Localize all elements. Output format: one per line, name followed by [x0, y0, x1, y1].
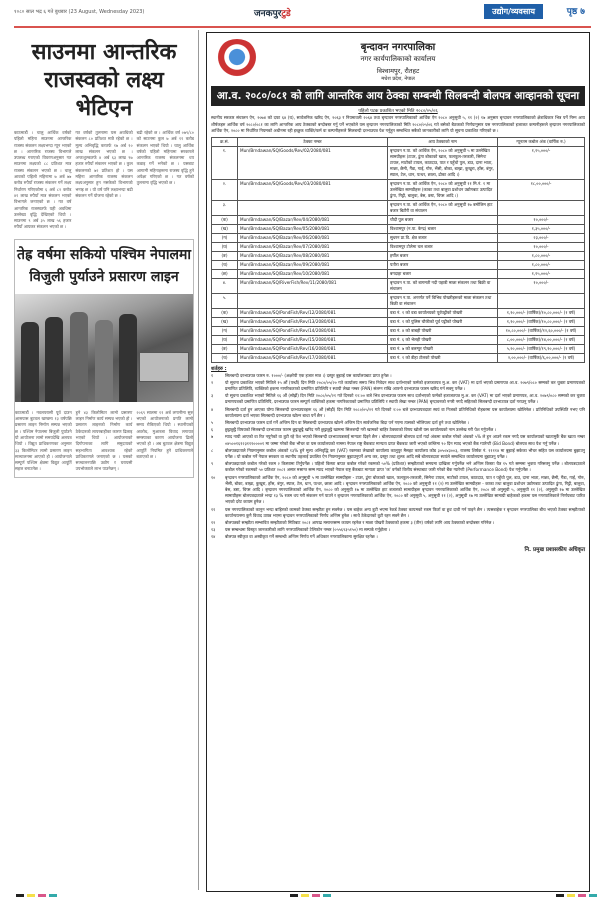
cell-sn: ४. — [212, 278, 238, 293]
article1-col1: काठमाडौं । चालु आर्थिक वर्षको पहिलो महिना साउनमा आन्तरिक राजस्व संकलन लक्ष्यभन्दा न्यून भएको छ । आन्तरिक राजस्व विभागले उपलब्ध गराएको विवरणअनुसार गत साउनमा लक्ष्यको ८८ प्रतिशत मात्र राजस्व संकलन भएको छ । चालु आवको पहिलो महिनामा ७ अर्ब ७७ करोड रुपैयाँ राजस्व संकलन गर्ने लक्ष्य निर्धारण गरिएकोमा ६ अर्ब ८२ करोड ४१ लाख रुपैयाँ मात्र संकलन भएको विभागले जनाएको छ । गत वर्ष आन्तरिक राजस्वतर्फ यही अवधिमा उल्लेख्य वृद्धि देखिएको थियो । साउनमा ९ अर्ब ३५ लाख ५६ हजार रुपैयाँ आयकर संकलन भएको छ । — [14, 130, 72, 230]
cell-contract-no: Mun/Brndawan/SQ/RiverFish/Rev/11/2080/081 — [238, 278, 388, 293]
cell-name: वडा नं. १ को डीहा टोलको पोखरी — [388, 353, 498, 362]
cell-sn: (छ) — [212, 269, 238, 278]
office-name: नगर कार्यपालिकाको कार्यालय — [360, 55, 436, 63]
cell-name: विश्वामपुर टोलेमा चल बजार — [388, 242, 498, 251]
condition-text: बोलपत्र स्वीकृत वा अस्वीकृत गर्ने सम्बन्धी अन्तिम निर्णय गर्ने अधिकार नगरपालिकामा सुरक्षित रहनेछ । — [225, 534, 378, 540]
table-row — [212, 224, 585, 233]
article1-body — [14, 130, 194, 231]
cell-name: बृन्दावन न.पा. को बागमती नदी पहाडी माछा संकलन तथा बिक्री वा संचालन — [388, 278, 498, 293]
cell-contract-no: Mun/Brndawan/SQ/PondFish/Rev/17/2080/081 — [238, 353, 388, 362]
condition-item — [211, 520, 585, 526]
cell-contract-no: Mun/Brndawan/SQ/PondFish/Rev/16/2080/081 — [238, 344, 388, 353]
table-row — [212, 308, 585, 317]
page-number: पृष्ठ ७ — [566, 7, 585, 17]
table-row — [212, 353, 585, 362]
newspaper-logo: जनकपुरटुडे — [254, 9, 291, 19]
table-row — [212, 215, 585, 224]
cell-amount: २३,०००/- — [498, 233, 585, 242]
table-row — [212, 146, 585, 179]
article2-headline: तेह्र वर्षमा सकियो पश्चिम नेपालमा विजुली पुर्याउने प्रसारण लाइन — [17, 246, 191, 285]
condition-text: बोलपत्रदाताले नियमानुसार कबोल अंकको १३% हुने मूल्य अभिवृद्धि कर (VAT) रकमका लेखाको कार्यालय कालुपुर मैसहट कार्यालय कोड ३०५०४३००३, राजस्व शिर्षक नं. ११११४ मा बुझाई सकेका भौचर सहित यस कार्यालयमा बुझाउनु पर्नेछ । यो कबोल गर्ने नेपाल सरकार वा स्थानीय तहलाई प्रचलित ऐन नियमानुसार बुझाउनुपर्ने अन्य कर, दस्तुर तथा शुल्क आदि सबै बोलपत्रदाता स्वयंले सम्बन्धित कार्यालयमा बुझाउनु पर्नेछ । — [225, 447, 585, 459]
cell-sn: (घ) — [212, 335, 238, 344]
condition-number: ५ — [211, 419, 214, 425]
col-header-sn: क्र.सं. — [212, 137, 238, 146]
condition-item — [211, 527, 585, 533]
cell-sn: ३. — [212, 200, 238, 215]
print-registration-marks — [556, 894, 597, 897]
person-figure — [95, 320, 113, 402]
condition-item — [211, 427, 585, 433]
cell-name: वडा नं. ४ को बाबही पोखरी — [388, 326, 498, 335]
cell-sn: (ग) — [212, 326, 238, 335]
cell-name: वडा नं. १ को वडा कार्यालयको पूर्वपट्टीको पोखरी — [388, 308, 498, 317]
cell-name: बृन्दावन न.पा. को आर्थिक ऐन, २०८० को अनुसूची ५ मा उल्लेखित सामग्रीहरू (टाउर, ढुंगा बोकाको खाल, फलफूल-तरकारी, सिमेन्ट टायल, माटोको टायल, काठदाउ, पात र पहुँचो पुल, डाउ, दाना भाता, माछा, छैमी, गैंडा, गाई, गोरु, भैंसी, बोका, बाख्रा, कुखुरा, हाँस, बंगुर, स्याल, टेल, धान, पत्थर, छाला, ढोका आदि ।) — [388, 146, 498, 179]
issue-date: १०८० साल भद्र ६ गते बुधबार (23 August, Wednesday 2023) — [14, 9, 145, 15]
cell-amount: १०,०००/- — [498, 242, 585, 251]
condition-item — [211, 461, 585, 473]
conditions-list — [211, 373, 585, 541]
tender-notice — [206, 32, 590, 892]
condition-text: यस नगरपालिकाको कानुन भन्दा बाहिरको कामको ठेक्का सम्झौता हुन सक्नेछ । यस बाहेक अन्य त्रुटी भएमा रेकर्ड ठेक्का कायमको रकम फिर्ता वा छुट दावी गर्न पाइने छैन । त्यसबाहेक र बृन्दावन नगरपालिका बीच भएको ठेक्का सम्झौताको कार्यान्वयनमा कुनै विवाद उत्पन्न भएमा बृन्दावन नगरपालिकाको निर्णय अन्तिम हुनेछ । साथै ठेकेदारको त्रुटी रहन सक्ने छैन । — [225, 506, 585, 518]
table-body — [212, 146, 585, 362]
province: मधेश प्रदेश, नेपाल — [381, 76, 415, 82]
condition-text: यो सूचना प्रकाशित भएको मितिले १६ औं (सोह्रौं) दिन मिति २०८०/०५/२१ गते दिनको १२:०० बजे भित्र दरभाउपत्र फारम साथ दर्ताभएको फर्मको इजाजतपत्र मु.अ. कर (VAT) मा दर्ता भएको प्रमाणपत्र, आ.व. २०७९/०८० सम्मको कर चुक्ता प्रमाणपत्रको प्रमाणित प्रतिलिपि, दरभाउपत्र फारम सम्पूर्ण व्यक्तिको हकमा नागरिकताको प्रमाणित प्रतिलिपि र स्थायी लेखा नम्बर (PAN) बृन्दावनको नगरी नगदै सहितको सिलबन्दी दरभाउपत्र दर्ता गराउनु पर्नेछ । — [225, 393, 585, 405]
condition-number: ८ — [211, 447, 214, 453]
notice-issuer — [211, 39, 585, 82]
condition-number: ४ — [211, 406, 214, 412]
condition-text: छुट्टाछुट्टै विषयको सिलबन्दी दरभाउपत्र फारम छुट्टाछुट्टै खरिद गरी छुट्टाछुट्टै खाममा सिलबन्दी गरी खामको बाहिर ठेक्काको विषय खोली यस कार्यालयको नाम उल्लेख गरी पेश गर्नुपर्नेछ । — [225, 427, 497, 433]
condition-text: यस सम्बन्धमा विस्तृत जानकारीको लागि नगरपालिकाको टेलिफोन नम्बर (०५५६९३५१५०) मा सम्पर्क गर्नुहोला । — [225, 527, 390, 533]
cell-contract-no: Mun/Brndawan/SQ/Bazar/Rev/05/2080/081 — [238, 224, 388, 233]
condition-number: १३ — [211, 527, 216, 533]
cell-sn: २. — [212, 179, 238, 200]
cell-sn: (च) — [212, 260, 238, 269]
cell-contract-no — [238, 293, 388, 308]
condition-item — [211, 448, 585, 460]
table-row — [212, 317, 585, 326]
cell-name: वडा नं. ७ को बलम्पुर पोखरी — [388, 344, 498, 353]
condition-text: म्याद नाघी आएको वा रित नपुगेको वा त्रुटी रहे पेश भएको सिलबन्दी दरभाउपत्रलाई मान्यता दिइने छैन । बोलपत्रदाताले बोलपत्र दर्ता गर्दा अंकमा कबोल गरेको अंकको ५% ले हुन आउने रकम नगदै यस कार्यालयको खातामुर्कै बैंक खाता नम्बर ०४५००१६१२३१११००००१ मा जम्मा गरेको बैंक भौचर वा यस कार्यालयको नाममा नेपाल राष्ट्र बैंकबाट मान्यता प्राप्त बैंकबाट जारी भएको कम्तिमा ९० दिन म्याद भएको बैंक ग्यारेन्टी (Bid Bond) बोलपत्र साथ पेश गर्नु पर्नेछ । — [225, 434, 585, 446]
cell-amount: १,१०,०००/- (वार्षिक)/१०,८०,०००/- (१ वर्ष) — [498, 317, 585, 326]
cell-amount: १,८०,०००/- — [498, 260, 585, 269]
cell-amount: २,००,०००/- (वार्षिक)/६,००,०००/- (१ वर्ष) — [498, 353, 585, 362]
article2-col3: २०६९ सालमा ११ अर्ब लगानीमा सुरु भएको आयोजनाको प्रगति लामो समय रोकिएको थियो । स्थानीयको अवरोध, मुआब्जा विवाद लगायत समस्याका कारण आयोजना ढिलो भएको हो । अब बुटवल क्षेत्रमा विद्युत आपूर्ति नियमित हुने प्राधिकरणले बताएको छ । — [136, 409, 194, 459]
office-location: विश्वामपुर, रौतहट — [376, 67, 420, 75]
cell-amount: ८,००,०००/- (वार्षिक)/१४,००,०००/- (१ वर्ष) — [498, 335, 585, 344]
person-figure — [45, 317, 63, 402]
condition-number: १ — [211, 372, 214, 378]
condition-number: ६ — [211, 427, 214, 433]
tender-table — [211, 137, 585, 363]
table-row — [212, 326, 585, 335]
condition-item — [211, 534, 585, 540]
col-header-amount: न्यूनतम कबोल अंक (वार्षिक रु.) — [498, 137, 585, 146]
cell-amount — [498, 293, 585, 308]
print-registration-marks — [16, 894, 57, 897]
condition-text: बोलपत्रको सम्झौता सम्भावित सम्झौताको मितिबाट २०८१ आषाढ मसान्तसम्म कायम रहनेछ र माछा पोखरी ठेक्काको हकमा ३ (तीन) वर्षको लागि आय ठेक्काको बन्दोबस्त गरिनेछ । — [225, 519, 495, 525]
cell-sn: (ङ) — [212, 344, 238, 353]
cell-amount: ५,२०,०००/- (वार्षिक)/१९,१०,०००/- (१ वर्ष) — [498, 344, 585, 353]
condition-item — [211, 507, 585, 519]
cell-name: सुधरन प्रा.वि. क्षेत्र बजार — [388, 233, 498, 242]
condition-text: सिलबन्दी दरभाउपत्र फारम रु. १०००/- (अक्षरेपी एक हजार मात्र ।) दस्तुर बुझाई यस कार्यालयबाट प्राप्त हुनेछ । — [225, 372, 392, 378]
cell-name: हर्षौल बजार — [388, 251, 498, 260]
computer-monitor — [139, 352, 189, 382]
cell-name: चौदौ पुल बजार — [388, 215, 498, 224]
cell-contract-no: Mun/Brndawan/SQ/PondFish/Rev/12/2080/081 — [238, 308, 388, 317]
cell-contract-no: Mun/Brndawan/SQ/Bazar/Rev/09/2080/081 — [238, 260, 388, 269]
condition-number: ७ — [211, 434, 214, 440]
cell-name: वडा नं. ६ को भेलही पोखरी — [388, 335, 498, 344]
cell-name: बृन्दावन न.पा. को आर्थिक ऐन, २०८० को अनुसूची १७ बमोजिम हाट बजार बिटौरी वा संचालन — [388, 200, 498, 215]
table-row — [212, 293, 585, 308]
cell-name: बगदाहा बजार — [388, 269, 498, 278]
cell-sn: १. — [212, 146, 238, 179]
condition-number: १२ — [211, 519, 216, 525]
condition-number: ११ — [211, 506, 216, 512]
cell-amount: १८,००,०००/- — [498, 179, 585, 200]
cell-sn: (क) — [212, 308, 238, 317]
condition-text: सिलबन्दी दरभाउपत्र फारम दर्ता गर्ने अन्तिम दिन वा सिलबन्दी दरभाउपत्र खोल्ने अन्तिम दिन सार्वजनिक बिदा पर्न गएमा त्यसको भोलिपल्ट दर्ता हुने तथा खोलिनेछ । — [225, 419, 469, 425]
condition-number: २ — [211, 379, 214, 385]
condition-item — [211, 420, 585, 426]
cell-contract-no: Mun/Brndawan/SQ/PondFish/Rev/15/2080/081 — [238, 335, 388, 344]
article2-col2: हुने ४३ किलोमिटर लामो प्रसारण लाइन निर्माण कार्य सम्पन्न भएको हो । प्रसारण लाइनको निर्माण कार्य ठेकेदारको लापरबाहीका कारण ढिलाइ भएको थियो । आयोजनाको दिगोपनाका लागि समुदायको सहभागिता आवश्यक रहेको प्राधिकरणले जनाएको छ । यसको सञ्चालनपछि उद्योग र घरायसी उपभोक्ताले लाभ पाउनेछन् । — [75, 409, 133, 472]
condition-number: ९ — [211, 461, 214, 467]
condition-text: बोलपत्रदाताले कबोल गरेको रकम २ किस्तामा तिर्नुपर्नेछ । पहिलो किस्ता बापत कबोल गरेको रकमको ५०% (प्रतिशत) सम्झौताको समयमा दाखिला गर्नुपर्नेछ भने अन्तिम किस्ता चैत्र १५ गते सम्ममा भुक्ता गरिसक्नु पर्नेछ । बोलपत्रदाताले कबोल गरेको रकमको ५० प्रतिशत २०८१ असार मसान्त सम्म म्याद भएको नेपाल राष्ट्र बैंकबाट मान्यता प्राप्त 'क' वर्गको वित्तीय संस्थाबाट जारी गरेको बैंक ग्यारेन्टी (Performance Bond) पेश गर्नुपर्नेछ । — [225, 461, 585, 473]
table-row — [212, 260, 585, 269]
col-header-name: आय ठेक्काको नाम — [388, 137, 498, 146]
cell-contract-no — [238, 200, 388, 215]
cell-name: विश्वामपुर (न.पा. केन्द्र) बजार — [388, 224, 498, 233]
condition-item — [211, 475, 585, 506]
cell-amount — [498, 200, 585, 215]
signature: नि. प्रमुख प्रशासकीय अधिकृत — [524, 546, 585, 553]
table-header-row — [212, 137, 585, 146]
cell-contract-no: Mun/Brndawan/SQ/Bazar/Rev/10/2080/081 — [238, 269, 388, 278]
cell-sn: (च) — [212, 353, 238, 362]
cell-amount: १,१५,०००/- — [498, 146, 585, 179]
condition-item — [211, 407, 585, 419]
cell-name: वडा नं. १ को पुलिस चौकीको पूर्व पट्टीको पोखरी — [388, 317, 498, 326]
condition-text: यो सूचना प्रकाशित भएको मितिले १५ औं (पन्ध्रौं) दिन मिति २०८०/०५/२० गते कार्यालय समय भित्र निवेदन साथ दर्ताभएको फर्मको इजाजतपत्र मु.अ. कर (VAT) मा दर्ता भएको प्रमाणपत्र आ.व. २०७९/०८० सम्मको कर चुक्ता प्रमाणपत्रको प्रमाणित प्रतिलिपि, व्यक्तिको हकमा नागरिकताको प्रमाणित प्रतिलिपि र स्थायी लेखा नम्बर (PAN) संलग्न राखि आफ्नो दरभाउपत्र फारम खरिद गर्न सक्नु पर्नेछ । — [225, 379, 585, 391]
publish-date: पहिलो पटक प्रकाशित भएको मिति २०८०/०५/०६ — [358, 109, 438, 114]
person-figure — [70, 312, 88, 402]
cell-sn: (ङ) — [212, 251, 238, 260]
cell-amount: १०,०००/- — [498, 278, 585, 293]
nepal-emblem-icon — [215, 39, 259, 79]
print-registration-marks — [290, 894, 331, 897]
conditions-title: शर्तहरु : — [211, 365, 227, 372]
col-header-contract-no: ठेक्का नम्बर — [238, 137, 388, 146]
table-row — [212, 344, 585, 353]
cell-contract-no: Mun/Brndawan/SQ/Bazar/Rev/06/2080/081 — [238, 233, 388, 242]
article2-box — [14, 239, 194, 478]
table-row — [212, 251, 585, 260]
cell-amount: १,३५,०००/- — [498, 224, 585, 233]
table-row — [212, 278, 585, 293]
cell-amount: १,१०,०००/- (वार्षिक)/१०,८०,०००/- (१ वर्ष) — [498, 308, 585, 317]
article1-headline: साउनमा आन्तरिक राजस्वको लक्ष्य भेटिएन — [31, 39, 177, 121]
condition-item — [211, 434, 585, 446]
cell-sn: (ख) — [212, 224, 238, 233]
condition-text: बृन्दावन नगरपालिकाको आर्थिक ऐन, २०८० को अनुसूची ५ मा उल्लेखित सामग्रीहरू - टाउर, ढुंगा बोकाको खाल, फलफूल-तरकारी, सिमेन्ट टायल, माटोको टायल, काठदाउ, पात र पहुँचो पुल, डाउ, दाना भाता, माछा, छैमी, गैंडा, गाई, गोरु, भैंसी, बोका, बाख्रा, कुखुरा, हाँस, बंगुर, स्याल, टेल, धान, पत्थर, छाला आदि । बृन्दावन नगरपालिकाको आर्थिक ऐन, २०८० को अनुसूची ११ (२) मा उल्लेखित सामग्रीहरू - काका तथा बालुवा प्रशोधन उद्योगबाट उत्पादित ढुंगा, गिट्टी, बालुवा, बेस, डस्ट, चिप्स आदि । बृन्दावन नगरपालिकाको आर्थिक ऐन, २०८० को अनुसूची १७ मा उल्लेखित हाट बजारको सामाग्रीहरू बृन्दावन नगरपालिकाको आर्थिक ऐन, २०८० को अनुसूची ५, अनुसूची ११ (२), अनुसूची १७ मा उल्लेखित सामाग्रीहरू बोलपत्रदाताले भन्दा १३ % रकम थप गरी संकलन गर्न पाउने र बृन्दावन नगरपालिकाको आर्थिक ऐन, २०८० को अनुसूची ५, अनुसूची ११ (२), अनुसूची १७ मा उल्लेखित सामाग्री बाहेकको हकमा यस नगरपालिकाले निर्णयबाट पारित भएको दरेट कायम हुनेछ । — [225, 474, 585, 505]
cell-sn: (ख) — [212, 317, 238, 326]
cell-sn: (क) — [212, 215, 238, 224]
cell-amount: १,८०,०००/- — [498, 251, 585, 260]
cell-contract-no: Mun/Brndawan/SQ/Bazar/Rev/07/2080/081 — [238, 242, 388, 251]
left-column — [14, 32, 194, 478]
section-badge: उद्योग/व्यवसाय — [484, 4, 543, 19]
condition-text: सिलबन्दी दर्ता हुन आएका योग्य सिलबन्दी दरभाउपत्रहरू १६ औं (सोह्रौं) दिन मिति २०८०/०५/२१ गते दिनको २:०० बजे दरभाउपत्रदाता स्वयं वा निजको प्रतिनिधिको रोहबरमा यस कार्यालयमा खोलिनेछ । प्रतिनिधिको उपस्थिति नभए पनि कार्यालयमा दर्ता भएका सिलबन्दी दरभाउपत्र खोल्न बाधा पर्ने छैन । — [225, 406, 585, 418]
notice-intro: स्थानीय सरकार संचालन ऐन, २०७४ को दफा ६४ (घ), सार्वजनिक खरिद ऐन, २०६३ र नियमावली २०६४ तथा बृन्दावन नगरपालिकाको आर्थिक ऐन २०८० अनुसूची ५, ११ (२) १७ अनुसार बृन्दावन नगरपालिकाको क्षेत्राधिकार भित्र पर्ने निम्न आय शीर्षकहरु आर्थिक वर्ष २०८०/०८१ का लागि आन्तरिक आय ठेक्काको बन्दोबस्त गर्नु पर्ने भएकोले यस बृन्दावन नगरपालिकाको मिति २०८०/०५/०६ गते बसेको बैठकको निर्णयानुसार यस नगरपालिकाको इजाजत कम्पनीहरूले बृन्दावन नगरपालिकाको आर्थिक ऐन, २०८० मा निर्धारित नियमको अधीनमा रही इच्छुक व्यक्ति/फर्म वा कम्पनीहरूले सिलबन्दी दरभाउपत्र पेश गर्नुहुन सम्बन्धित सबैको जानकारीको लागि यो सूचना प्रकाशित गरिएको छ । — [211, 115, 585, 133]
cell-name: पतौरा बजार — [388, 260, 498, 269]
cell-sn: (घ) — [212, 242, 238, 251]
article1-col3: बढी रहेको छ । आर्थिक वर्ष ०७९/८० को साउनमा कुल ७ अर्ब ११ करोड संकलन भएको थियो । चालु आर्थिक वर्षको पहिलो महिनामा सरकारले आन्तरिक राजस्व संकलनमा थप कडाइ गर्ने भनेको छ । यसबाट आगामी महिनाहरूमा राजस्व वृद्धि हुने अपेक्षा गरिएको छ । गत वर्षको तुलनामा वृद्धि भएको छ । — [136, 130, 194, 186]
column-divider — [198, 30, 199, 890]
cell-contract-no: Mun/Brndawan/SQ/Bazar/Rev/08/2080/081 — [238, 251, 388, 260]
notice-title: आ.व. २०८०/०८१ को लागि आन्तरिक आय ठेक्का सम्बन्धी सिलबन्दी बोलपत्र आव्हानको सूचना — [211, 86, 585, 106]
table-row — [212, 335, 585, 344]
table-row — [212, 233, 585, 242]
condition-number: ३ — [211, 393, 214, 399]
cell-contract-no: Mun/Brndawan/SQ/Goods/Rev/02/2080/081 — [238, 146, 388, 179]
table-row — [212, 269, 585, 278]
person-figure — [119, 314, 137, 402]
cell-amount: १०,०००/- — [498, 215, 585, 224]
condition-number: १० — [211, 474, 216, 480]
cell-contract-no: Mun/Brndawan/SQ/PondFish/Rev/13/2080/081 — [238, 317, 388, 326]
condition-item — [211, 393, 585, 405]
article2-body — [15, 410, 193, 473]
article2-col1: काठमाडौं । नवलपरासी पूर्व दाउन आसपास बुटवल खण्डमा १३ वर्षपछि प्रसारण लाइन निर्माण सम्पन्न भएको छ । पश्चिम नेपालमा बिजुली पुर्याउने यो आयोजना लामो समयदेखि अलपत्र थियो । विद्युत प्राधिकरणका अनुसार ३३ किलोमिटर लामो प्रसारण लाइन सञ्चालनमा आएको हो । आयोजनाले सम्पूर्ण पश्चिम क्षेत्रमा विद्युत आपूर्ति सहज बनाउनेछ । — [15, 409, 72, 472]
article1-col2: गत वर्षको तुलनामा यस अवधिको संकलन ८० प्रतिशत मात्रै रहेको छ । मूल्य अभिवृद्धि करतर्फ १७ अर्ब १० लाख संकलन भएको छ । अन्तःशुल्कतर्फ ४ अर्ब ६३ लाख ९७ हजार रुपैयाँ संकलन भएको छ । कुल संकलनको ७२ प्रतिशत हो । यस महिना आन्तरिक राजस्व संकलन लक्ष्यअनुसार हुन नसकेको विभागको भनाइ छ । यो वर्ष पनि लक्ष्यभन्दा बढी संकलन गर्ने योजना रहेको छ । — [75, 130, 133, 198]
table-row — [212, 242, 585, 251]
cell-sn: ५. — [212, 293, 238, 308]
cell-contract-no: Mun/Brndawan/SQ/Bazar/Rev/04/2080/081 — [238, 215, 388, 224]
person-figure — [21, 322, 39, 402]
cell-amount: १०,८०,०००/- (वार्षिक)/१२,६०,०००/- (१ वर्ष) — [498, 326, 585, 335]
condition-item — [211, 373, 585, 379]
org-name: बृन्दावन नगरपालिका — [360, 42, 436, 53]
cell-name: बृन्दावन न.पा. को आर्थिक ऐन, २०८० को अनुसूची ११ मि.नं. १ मा उल्लेखित सामग्रीहरू (काका तथा बालुवा प्रशोधन उद्योगबाट उत्पादित ढुंगा, गिट्टी, बालुवा, बेस, डस्ट, चिप्स आदि ।) — [388, 179, 498, 200]
condition-number: १४ — [211, 534, 216, 540]
table-row — [212, 200, 585, 215]
header-divider — [14, 26, 591, 28]
cell-name: बृन्दावन न.पा. अन्तर्गत पर्ने विभिन्न पोखरीहरूको माछा संकलन तथा बिक्री वा संचालन — [388, 293, 498, 308]
cell-sn: (ग) — [212, 233, 238, 242]
cell-contract-no: Mun/Brndawan/SQ/PondFish/Rev/14/2080/081 — [238, 326, 388, 335]
article2-photo — [15, 294, 193, 402]
cell-amount: १,१५,०००/- — [498, 269, 585, 278]
condition-item — [211, 380, 585, 392]
cell-contract-no: Mun/Brndawan/SQ/Goods/Rev/03/2080/081 — [238, 179, 388, 200]
table-row — [212, 179, 585, 200]
